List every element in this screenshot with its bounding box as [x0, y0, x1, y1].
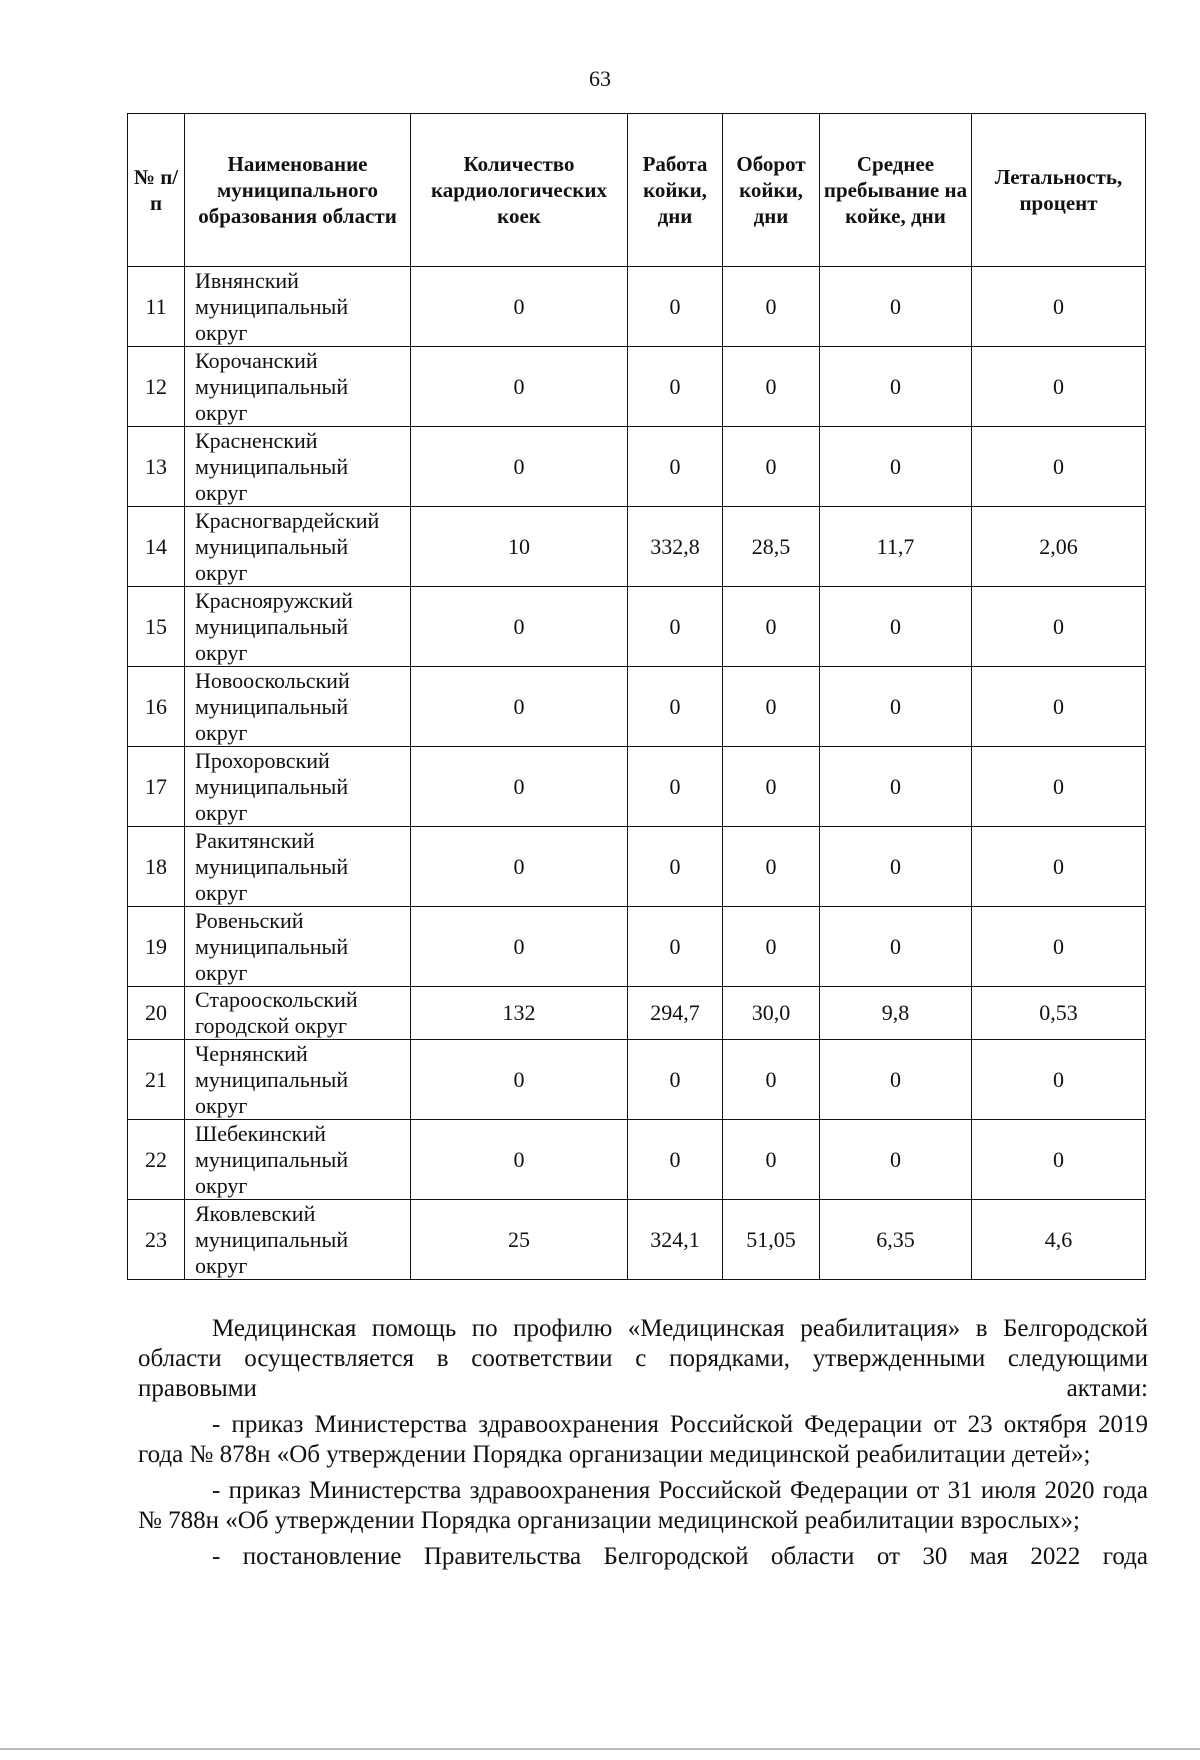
cell-bed-turnover: 51,05	[723, 1200, 820, 1280]
cell-number: 14	[128, 507, 185, 587]
cell-number: 20	[128, 987, 185, 1040]
table-row	[128, 507, 1146, 587]
cell-municipality	[185, 907, 411, 987]
municipality-name-line: округ	[195, 319, 248, 345]
cell-number: 23	[128, 1200, 185, 1280]
cell-bed-turnover: 28,5	[723, 507, 820, 587]
cell-average-stay: 0	[820, 747, 972, 827]
municipality-name-line: муниципальный	[195, 1226, 349, 1252]
cell-average-stay: 0	[820, 1120, 972, 1200]
page-bottom-edge	[0, 1748, 1200, 1750]
cell-average-stay: 0	[820, 907, 972, 987]
municipality-name-line: Старооскольский	[195, 987, 358, 1012]
cell-average-stay: 0	[820, 667, 972, 747]
cell-bed-turnover: 0	[723, 587, 820, 667]
cell-number: 16	[128, 667, 185, 747]
municipality-name-line: Шебекинский	[195, 1120, 326, 1146]
municipality-name-line: Корочанский	[195, 347, 318, 373]
cell-average-stay: 0	[820, 427, 972, 507]
table-row	[128, 1040, 1146, 1120]
cell-bed-work: 0	[628, 1040, 723, 1120]
cell-number: 18	[128, 827, 185, 907]
cell-municipality	[185, 1120, 411, 1200]
table-row	[128, 587, 1146, 667]
cell-lethality: 0	[972, 827, 1146, 907]
municipality-name-line: муниципальный	[195, 933, 349, 959]
table-row	[128, 827, 1146, 907]
cell-number: 22	[128, 1120, 185, 1200]
cell-number: 19	[128, 907, 185, 987]
municipality-name-line: муниципальный	[195, 373, 349, 399]
cell-beds-count: 0	[411, 587, 628, 667]
paragraph-resolution: - постановление Правительства Белгородской области от 30 мая 2022 года	[212, 1543, 1148, 1570]
cell-lethality: 0	[972, 267, 1146, 347]
municipality-name-line: округ	[195, 879, 248, 905]
cell-bed-turnover: 30,0	[723, 987, 820, 1040]
cell-bed-turnover: 0	[723, 667, 820, 747]
cell-lethality: 0	[972, 667, 1146, 747]
cell-bed-work: 332,8	[628, 507, 723, 587]
header-number: № п/п	[128, 114, 185, 267]
municipality-name-line: округ	[195, 399, 248, 425]
cell-beds-count: 0	[411, 747, 628, 827]
cell-municipality	[185, 507, 411, 587]
municipality-name-line: городской округ	[195, 1013, 348, 1038]
municipality-name-line: муниципальный	[195, 453, 349, 479]
municipality-name-line: Красногвардейский	[195, 507, 380, 533]
cell-lethality: 0,53	[972, 987, 1146, 1040]
municipality-name-line: Краснояружский	[195, 587, 353, 613]
table-row	[128, 1200, 1146, 1280]
municipality-name-line: муниципальный	[195, 693, 349, 719]
municipality-name-line: округ	[195, 479, 248, 505]
cell-number: 12	[128, 347, 185, 427]
municipality-name-line: Новооскольский	[195, 667, 350, 693]
municipality-name-line: муниципальный	[195, 613, 349, 639]
cell-average-stay: 9,8	[820, 987, 972, 1040]
table-row	[128, 347, 1146, 427]
table-row	[128, 667, 1146, 747]
cell-bed-turnover: 0	[723, 747, 820, 827]
municipality-name-line: округ	[195, 959, 248, 985]
cell-bed-turnover: 0	[723, 347, 820, 427]
cell-average-stay: 0	[820, 827, 972, 907]
cell-bed-work: 0	[628, 587, 723, 667]
municipality-name-line: округ	[195, 1092, 248, 1118]
municipality-name-line: Ивнянский	[195, 267, 299, 293]
cell-average-stay: 6,35	[820, 1200, 972, 1280]
cell-beds-count: 25	[411, 1200, 628, 1280]
cell-average-stay: 0	[820, 267, 972, 347]
cell-municipality	[185, 427, 411, 507]
cell-municipality	[185, 667, 411, 747]
municipality-name-line: муниципальный	[195, 533, 349, 559]
cell-beds-count: 0	[411, 267, 628, 347]
cell-municipality	[185, 987, 411, 1040]
cell-bed-work: 0	[628, 427, 723, 507]
paragraph-order-children: - приказ Министерства здравоохранения Российской Федерации от 23 октября 2019 года № 878н «Об утверждении Порядка организации медицинской реабилитации детей»;	[138, 1411, 1148, 1468]
cell-lethality: 0	[972, 587, 1146, 667]
cell-bed-turnover: 0	[723, 1040, 820, 1120]
cell-number: 17	[128, 747, 185, 827]
cell-number: 15	[128, 587, 185, 667]
cell-bed-work: 0	[628, 747, 723, 827]
cell-municipality	[185, 827, 411, 907]
municipality-name-line: округ	[195, 639, 248, 665]
municipality-name-line: муниципальный	[195, 1066, 349, 1092]
cell-lethality: 0	[972, 907, 1146, 987]
cell-bed-work: 324,1	[628, 1200, 723, 1280]
cell-average-stay: 0	[820, 587, 972, 667]
cell-lethality: 0	[972, 427, 1146, 507]
header-lethality: Летальность, процент	[972, 114, 1146, 267]
cell-municipality	[185, 347, 411, 427]
cell-bed-work: 0	[628, 267, 723, 347]
cell-number: 13	[128, 427, 185, 507]
cell-bed-turnover: 0	[723, 907, 820, 987]
municipality-name-line: муниципальный	[195, 293, 349, 319]
municipality-name-line: округ	[195, 1252, 248, 1278]
page-number: 63	[589, 66, 611, 91]
table-row	[128, 267, 1146, 347]
body-text	[138, 1314, 1148, 1578]
cell-lethality: 0	[972, 347, 1146, 427]
header-average-stay: Среднее пребывание на койке, дни	[820, 114, 972, 267]
cell-bed-work: 0	[628, 827, 723, 907]
paragraph-intro: Медицинская помощь по профилю «Медицинская реабилитация» в Белгородской области осуществляется в соответствии с порядками, утвержденными следующими правовыми актами:	[138, 1315, 1148, 1402]
cell-bed-work: 294,7	[628, 987, 723, 1040]
cell-beds-count: 0	[411, 1040, 628, 1120]
cell-municipality	[185, 587, 411, 667]
municipality-name-line: Ракитянский	[195, 827, 315, 853]
cell-bed-turnover: 0	[723, 1120, 820, 1200]
cell-bed-turnover: 0	[723, 827, 820, 907]
municipality-name-line: муниципальный	[195, 853, 349, 879]
cell-beds-count: 0	[411, 427, 628, 507]
cell-municipality	[185, 747, 411, 827]
cell-average-stay: 0	[820, 1040, 972, 1120]
cell-bed-work: 0	[628, 1120, 723, 1200]
cell-average-stay: 11,7	[820, 507, 972, 587]
header-bed-turnover: Оборот койки, дни	[723, 114, 820, 267]
municipality-name-line: округ	[195, 559, 248, 585]
municipality-name-line: муниципальный	[195, 1146, 349, 1172]
municipality-name-line: Прохоровский	[195, 747, 330, 773]
cell-beds-count: 0	[411, 347, 628, 427]
cell-municipality	[185, 1200, 411, 1280]
cell-bed-work: 0	[628, 667, 723, 747]
cell-bed-turnover: 0	[723, 267, 820, 347]
cell-beds-count: 0	[411, 1120, 628, 1200]
cell-beds-count: 0	[411, 907, 628, 987]
cell-number: 11	[128, 267, 185, 347]
cardiology-beds-table	[127, 113, 1146, 1280]
header-bed-work: Работа койки, дни	[628, 114, 723, 267]
table-row	[128, 907, 1146, 987]
cell-beds-count: 0	[411, 827, 628, 907]
cell-municipality	[185, 267, 411, 347]
table-row	[128, 1120, 1146, 1200]
cell-bed-turnover: 0	[723, 427, 820, 507]
header-beds-count: Количество кардиологических коек	[411, 114, 628, 267]
municipality-name-line: Ровеньский	[195, 907, 304, 933]
cell-beds-count: 132	[411, 987, 628, 1040]
cell-lethality: 4,6	[972, 1200, 1146, 1280]
table-row	[128, 747, 1146, 827]
municipality-name-line: округ	[195, 719, 248, 745]
cell-average-stay: 0	[820, 347, 972, 427]
paragraph-order-adults: - приказ Министерства здравоохранения Российской Федерации от 31 июля 2020 года № 788н «Об утверждении Порядка организации медицинской реабилитации взрослых»;	[138, 1477, 1148, 1534]
header-municipality: Наименование муниципального образования области	[185, 114, 411, 267]
cell-bed-work: 0	[628, 907, 723, 987]
table-header-row	[128, 114, 1146, 267]
cell-municipality	[185, 1040, 411, 1120]
table-row	[128, 427, 1146, 507]
cell-bed-work: 0	[628, 347, 723, 427]
municipality-name-line: Яковлевский	[195, 1200, 316, 1226]
cell-beds-count: 0	[411, 667, 628, 747]
cell-lethality: 0	[972, 1040, 1146, 1120]
cell-lethality: 2,06	[972, 507, 1146, 587]
municipality-name-line: Чернянский	[195, 1040, 308, 1066]
cell-beds-count: 10	[411, 507, 628, 587]
cell-lethality: 0	[972, 1120, 1146, 1200]
municipality-name-line: округ	[195, 1172, 248, 1198]
cell-lethality: 0	[972, 747, 1146, 827]
municipality-name-line: муниципальный	[195, 773, 349, 799]
municipality-name-line: Красненский	[195, 427, 318, 453]
table-row	[128, 987, 1146, 1040]
cell-number: 21	[128, 1040, 185, 1120]
municipality-name-line: округ	[195, 799, 248, 825]
